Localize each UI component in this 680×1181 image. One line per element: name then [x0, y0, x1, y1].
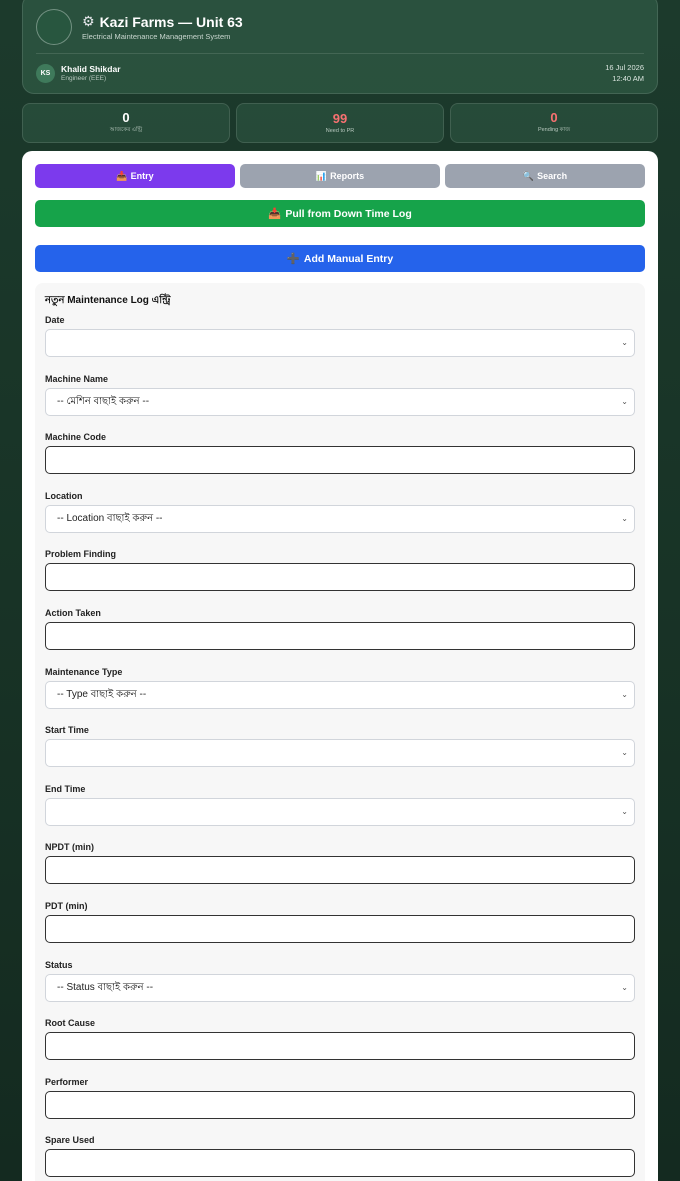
chevron-down-icon: ⌄: [621, 690, 628, 699]
location-label: Location: [45, 491, 83, 501]
select-value: -- Type বাছাই করুন --: [57, 688, 147, 700]
status-select[interactable]: [45, 974, 635, 1002]
select-value: -- Status বাছাই করুন --: [57, 981, 154, 993]
date-label: Date: [45, 315, 65, 325]
npdt-label: NPDT (min): [45, 842, 94, 852]
problem-finding-label: Problem Finding: [45, 549, 116, 559]
maintenance-log-form: [35, 283, 645, 1181]
performer-input[interactable]: [45, 1091, 635, 1119]
chevron-down-icon: ⌄: [621, 514, 628, 523]
app-title-text: Kazi Farms — Unit 63: [99, 13, 243, 30]
plus-icon: ➕: [286, 253, 300, 265]
stat-label: আজকের এন্ট্রি: [109, 127, 143, 133]
pdt-input[interactable]: [45, 915, 635, 943]
inbox-tray-icon: 📥: [116, 170, 128, 181]
chevron-down-icon: ⌄: [621, 748, 628, 757]
stat-label: Need to PR: [325, 128, 355, 134]
header-divider: [36, 53, 644, 54]
logo: [36, 9, 72, 45]
chevron-down-icon: ⌄: [621, 397, 628, 406]
tab-label: Entry: [130, 171, 154, 181]
stat-value: 0: [550, 110, 558, 125]
maintenance-type-select[interactable]: [45, 681, 635, 709]
tab-label: Search: [537, 171, 568, 181]
problem-finding-input[interactable]: [45, 563, 635, 591]
current-date: 16 Jul 2026: [605, 63, 644, 72]
stat-value: 0: [122, 110, 130, 125]
spare-used-label: Spare Used: [45, 1135, 95, 1145]
select-value: -- মেশিন বাছাই করুন --: [57, 395, 150, 407]
form-title: নতুন Maintenance Log এন্ট্রি: [45, 295, 171, 306]
start-time-label: Start Time: [45, 725, 89, 735]
stat-value: 99: [332, 111, 348, 126]
root-cause-input[interactable]: [45, 1032, 635, 1060]
bar-chart-icon: 📊: [315, 170, 328, 181]
inbox-tray-icon: 📥: [268, 208, 282, 220]
tab-label: Reports: [330, 171, 365, 181]
location-select[interactable]: [45, 505, 635, 533]
user-name: Khalid Shikdar: [61, 64, 121, 74]
stat-need-to-pr: [236, 103, 444, 143]
add-button-label: Add Manual Entry: [303, 252, 394, 265]
tab-entry[interactable]: [35, 164, 235, 188]
status-label: Status: [45, 960, 73, 970]
machine-code-label: Machine Code: [45, 432, 107, 442]
chevron-down-icon: ⌄: [621, 807, 628, 816]
pdt-label: PDT (min): [45, 901, 88, 911]
stat-pending: [450, 103, 658, 143]
tab-reports[interactable]: [240, 164, 440, 188]
end-time-label: End Time: [45, 784, 86, 794]
stats-row: [22, 103, 658, 143]
end-time-select[interactable]: [45, 798, 635, 826]
tab-search[interactable]: [445, 164, 645, 188]
app-header: [22, 0, 658, 94]
app-subtitle: Electrical Maintenance Management System: [82, 32, 231, 41]
root-cause-label: Root Cause: [45, 1018, 96, 1028]
add-manual-entry-button[interactable]: [35, 245, 645, 272]
maintenance-type-label: Maintenance Type: [45, 667, 123, 677]
avatar: KS: [36, 64, 55, 83]
action-taken-input[interactable]: [45, 622, 635, 650]
pull-from-downtime-button[interactable]: [35, 200, 645, 227]
npdt-input[interactable]: [45, 856, 635, 884]
tab-bar: [35, 164, 645, 188]
machine-name-label: Machine Name: [45, 374, 109, 384]
pull-button-label: Pull from Down Time Log: [285, 207, 412, 220]
stat-today-entries: [22, 103, 230, 143]
user-role: Engineer (EEE): [61, 75, 107, 82]
performer-label: Performer: [45, 1077, 89, 1087]
machine-code-input[interactable]: [45, 446, 635, 474]
chevron-down-icon: ⌄: [621, 983, 628, 992]
spare-used-input[interactable]: [45, 1149, 635, 1177]
stat-label: Pending কাজ: [537, 127, 571, 133]
machine-name-select[interactable]: [45, 388, 635, 416]
gear-icon: ⚙: [82, 13, 95, 29]
chevron-down-icon: ⌄: [621, 338, 628, 347]
select-value: -- Location বাছাই করুন --: [57, 512, 163, 524]
app-title: [82, 13, 243, 30]
current-time: 12:40 AM: [612, 74, 644, 83]
action-taken-label: Action Taken: [45, 608, 101, 618]
main-card: [22, 151, 658, 1181]
start-time-select[interactable]: [45, 739, 635, 767]
date-select[interactable]: [45, 329, 635, 357]
magnifier-icon: 🔍: [522, 170, 535, 181]
